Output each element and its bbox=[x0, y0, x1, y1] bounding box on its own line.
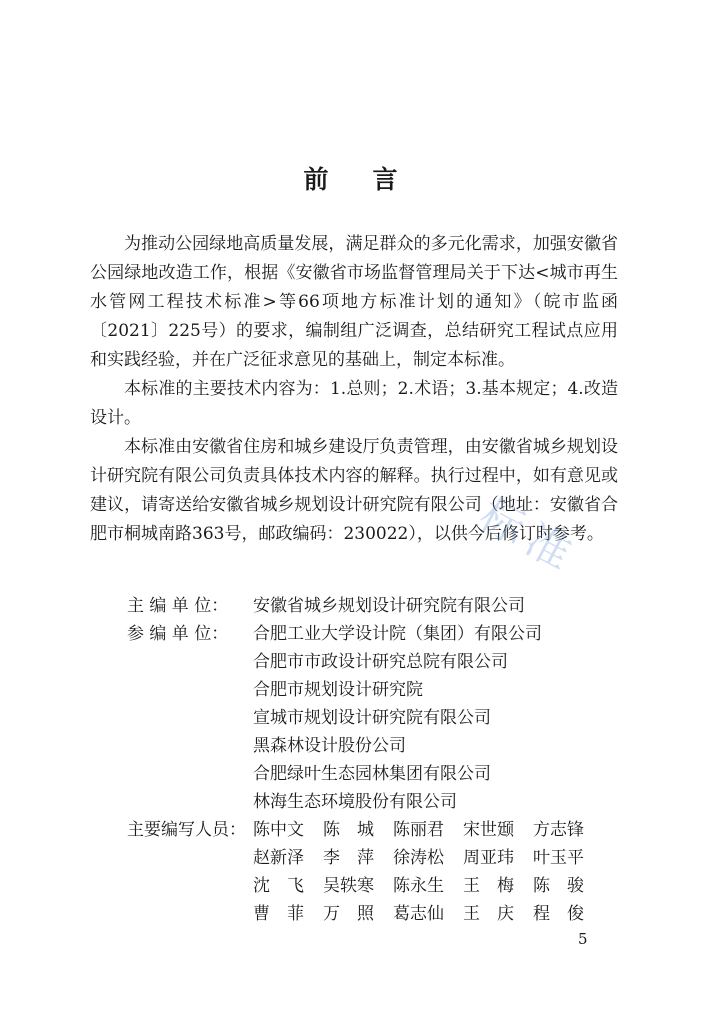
drafter-name: 王 梅 bbox=[463, 876, 514, 896]
drafter-name: 陈 骏 bbox=[533, 876, 584, 896]
drafter-name: 徐涛松 bbox=[393, 848, 444, 868]
participating-units-label: 参 编 单 位： bbox=[127, 624, 229, 644]
paragraph-1: 为推动公园绿地高质量发展，满足群众的多元化需求，加强安徽省公园绿地改造工作，根据《安徽省市场监督管理局关于下达<城市再生水管网工程技术标准>等66项地方标准计划的通知》（皖市监函〔2021〕225号）的要求，编制组广泛调查，总结研究工程试点应用和实践经验，并在广泛征求意见的基础上，制定本标准。 bbox=[90, 234, 618, 370]
drafter-name: 方志锋 bbox=[533, 820, 584, 840]
drafter-name: 万 照 bbox=[323, 904, 374, 924]
participating-unit: 合肥工业大学设计院（集团）有限公司 bbox=[253, 624, 542, 644]
drafter-name: 赵新泽 bbox=[253, 848, 304, 868]
page-number: 5 bbox=[578, 930, 588, 948]
participating-unit: 宣城市规划设计研究院有限公司 bbox=[253, 708, 491, 728]
participating-unit: 合肥市规划设计研究院 bbox=[253, 680, 423, 700]
credits-section bbox=[127, 592, 627, 928]
drafter-name: 叶玉平 bbox=[533, 848, 584, 868]
participating-units-list bbox=[253, 620, 627, 816]
title-char-1: 前 bbox=[303, 165, 331, 194]
participating-unit: 黑森林设计股份公司 bbox=[253, 736, 406, 756]
participating-unit: 合肥市市政设计研究总院有限公司 bbox=[253, 652, 508, 672]
drafter-name: 陈中文 bbox=[253, 820, 304, 840]
page-title bbox=[0, 160, 703, 196]
drafter-name: 葛志仙 bbox=[393, 904, 444, 924]
drafter-name: 陈丽君 bbox=[393, 820, 444, 840]
participating-units-row bbox=[127, 620, 627, 816]
chief-unit-value: 安徽省城乡规划设计研究院有限公司 bbox=[253, 596, 525, 616]
drafters-label: 主要编写人员： bbox=[127, 820, 246, 840]
drafter-name: 宋世颋 bbox=[463, 820, 514, 840]
drafter-name: 吴轶寒 bbox=[323, 876, 374, 896]
drafter-name: 陈永生 bbox=[393, 876, 444, 896]
drafter-name: 曹 菲 bbox=[253, 904, 304, 924]
drafter-name: 程 俊 bbox=[533, 904, 584, 924]
drafter-name: 沈 飞 bbox=[253, 876, 304, 896]
participating-unit: 合肥绿叶生态园林集团有限公司 bbox=[253, 764, 491, 784]
participating-unit: 林海生态环境股份有限公司 bbox=[253, 792, 457, 812]
drafter-name: 李 萍 bbox=[323, 848, 374, 868]
watermark: 标准 bbox=[470, 489, 587, 584]
drafter-name: 周亚玮 bbox=[463, 848, 514, 868]
drafters-list bbox=[253, 816, 627, 928]
drafters-row bbox=[127, 816, 627, 928]
title-char-2: 言 bbox=[372, 165, 400, 194]
paragraph-2: 本标准的主要技术内容为：1.总则；2.术语；3.基本规定；4.改造设计。 bbox=[90, 379, 618, 428]
drafter-name: 陈 城 bbox=[323, 820, 374, 840]
paragraph-3: 本标准由安徽省住房和城乡建设厅负责管理，由安徽省城乡规划设计研究院有限公司负责具体技术内容的解释。执行过程中，如有意见或建议，请寄送给安徽省城乡规划设计研究院有限公司（地址：安徽省合肥市桐城南路363号，邮政编码：230022），以供今后修订时参考。 bbox=[90, 437, 618, 544]
chief-unit-row bbox=[127, 592, 627, 620]
chief-unit-label: 主 编 单 位： bbox=[127, 596, 229, 616]
drafter-name: 王 庆 bbox=[463, 904, 514, 924]
